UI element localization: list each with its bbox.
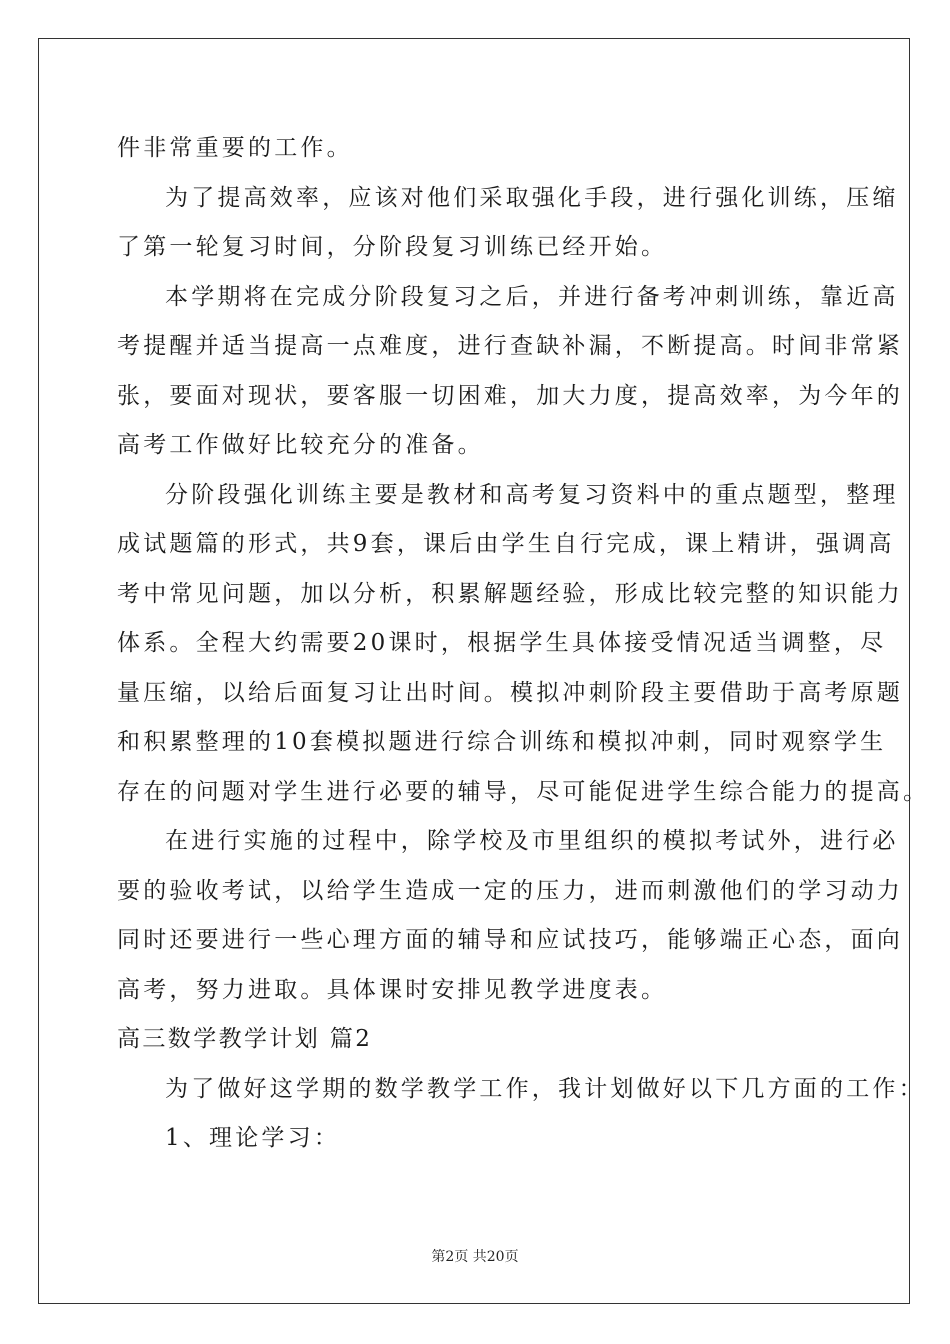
body-line: 体系。全程大约需要20课时，根据学生具体接受情况适当调整，尽 [117,630,887,656]
paragraph-first-line: 在进行实施的过程中，除学校及市里组织的模拟考试外，进行必 [165,828,899,854]
list-item-heading: 1、理论学习： [165,1125,341,1151]
body-line: 件非常重要的工作。 [117,135,353,161]
section-heading: 高三数学教学计划 篇2 [117,1026,373,1052]
paragraph-first-line: 分阶段强化训练主要是教材和高考复习资料中的重点题型，整理 [165,481,899,508]
body-line: 张，要面对现状，要客服一切困难，加大力度，提高效率，为今年的 [117,382,903,409]
body-line: 要的验收考试，以给学生造成一定的压力，进而刺激他们的学习动力 [117,877,903,904]
paragraph-first-line: 为了提高效率，应该对他们采取强化手段，进行强化训练，压缩 [165,184,899,211]
body-line: 同时还要进行一些心理方面的辅导和应试技巧，能够端正心态，面向 [117,927,903,953]
body-line: 高考，努力进取。具体课时安排见教学进度表。 [117,976,668,1003]
body-line: 存在的问题对学生进行必要的辅导，尽可能促进学生综合能力的提高。 [117,778,930,805]
paragraph-first-line: 本学期将在完成分阶段复习之后，并进行备考冲刺训练，靠近高 [165,283,899,310]
body-line: 成试题篇的形式，共9套，课后由学生自行完成，课上精讲，强调高 [117,531,895,557]
paragraph-first-line: 为了做好这学期的数学教学工作，我计划做好以下几方面的工作： [165,1075,925,1102]
document-body [117,128,930,1168]
page-number-footer: 第2页 共20页 [431,1249,519,1265]
body-line: 考提醒并适当提高一点难度，进行查缺补漏，不断提高。时间非常紧 [117,333,903,359]
body-line: 了第一轮复习时间，分阶段复习训练已经开始。 [117,234,668,260]
body-line: 和积累整理的10套模拟题进行综合训练和模拟冲刺，同时观察学生 [117,729,887,755]
body-line: 高考工作做好比较充分的准备。 [117,432,484,458]
body-line: 量压缩，以给后面复习让出时间。模拟冲刺阶段主要借助于高考原题 [117,679,903,706]
body-line: 考中常见问题，加以分析，积累解题经验，形成比较完整的知识能力 [117,580,903,607]
